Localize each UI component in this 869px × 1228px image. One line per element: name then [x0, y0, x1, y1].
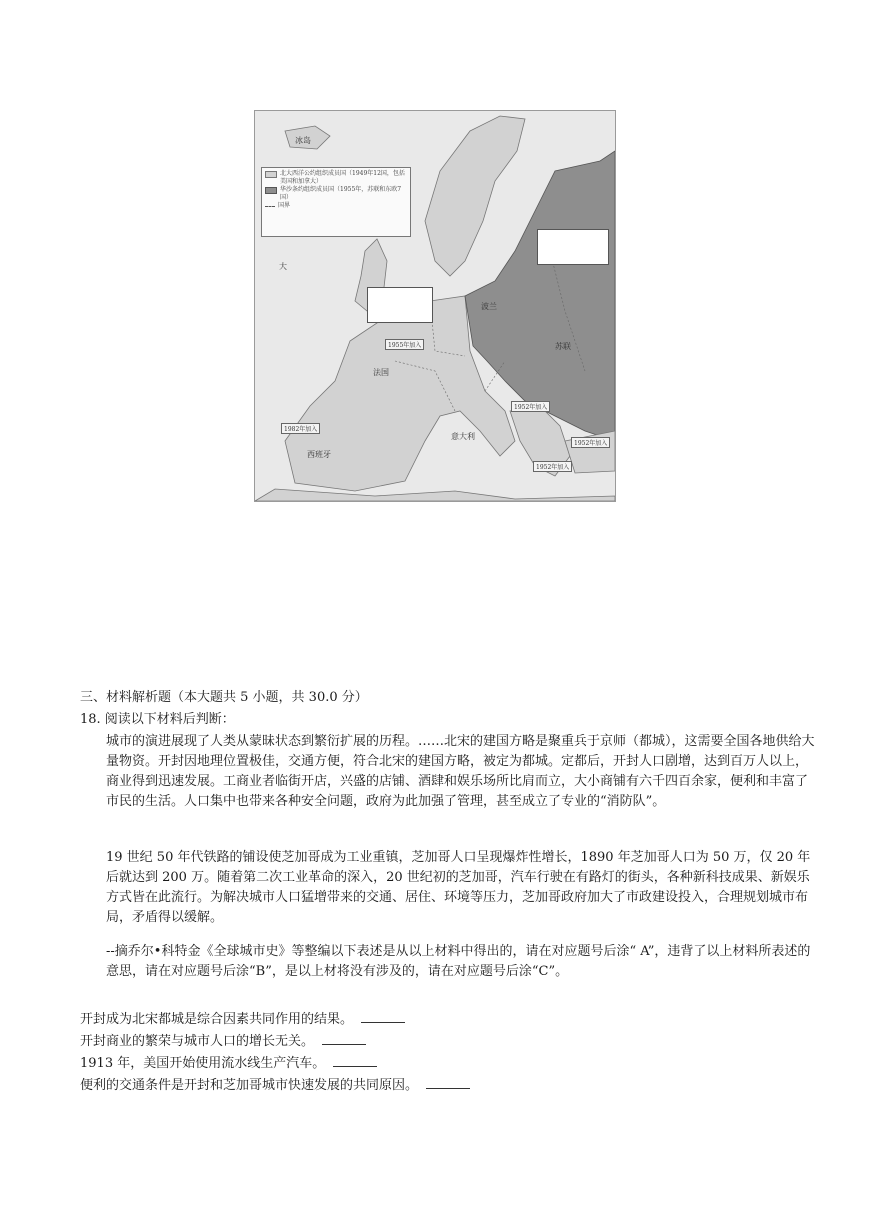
- answer-blank-4[interactable]: [426, 1076, 470, 1089]
- legend-warsaw: [265, 186, 407, 202]
- material-paragraph-2: 19 世纪 50 年代铁路的铺设使芝加哥成为工业重镇，芝加哥人口呈现爆炸性增长，1890 年芝加哥人口为 50 万，仅 20 年后就达到 200 万。随着第二次工业革命的深入，20 世纪初的芝加哥，汽车行驶在有路灯的街头，各种新科技成果、新娱乐方式皆在此流行。为解决城市人口猛增带来的交通、居住、环境等压力，芝加哥政府加大了市政建设投入，合理规划城市布局，矛盾得以缓解。: [106, 850, 811, 925]
- join-label-5: 1952年加入: [533, 461, 572, 472]
- statement-2-text: 开封商业的繁荣与城市人口的增长无关。: [80, 1034, 315, 1049]
- map-legend: [261, 167, 411, 237]
- question-title: 18. 阅读以下材料后判断：: [80, 712, 235, 727]
- legend-border: [265, 202, 407, 210]
- country-poland: 波兰: [481, 302, 497, 311]
- material-paragraph-1: 城市的演进展现了人类从蒙昧状态到繁衍扩展的历程。……北宋的建国方略是聚重兵于京师（都城），这需要全国各地供给大量物资。开封因地理位置极佳，交通方便，符合北宋的建国方略，被定为都城。定都后，开封人口剧增，达到百万人以上，商业得到迅速发展。工商业者临街开店，兴盛的店铺、酒肆和娱乐场所比肩而立，大小商铺有六千四百余家，便利和丰富了市民的生活。人口集中也带来各种安全问题，政府为此加强了管理，甚至成立了专业的“消防队”。: [106, 734, 815, 809]
- statement-1: [80, 1010, 820, 1030]
- warsaw-swatch: [265, 187, 277, 194]
- land-north-africa: [255, 489, 615, 501]
- land-scandinavia: [425, 116, 525, 276]
- answer-blank-1[interactable]: [361, 1010, 405, 1023]
- country-france: 法国: [373, 368, 389, 377]
- instruction-paragraph: --摘乔尔•科特金《全球城市史》等整编以下表述是从以上材料中得出的，请在对应题号后涂“ A”，违背了以上材料所表述的意思，请在对应题号后涂“B”，是以上材将没有涉及的，请在对应题号后涂“C”。: [106, 944, 811, 979]
- join-label-1: 1955年加入: [385, 339, 424, 350]
- country-spain: 西班牙: [307, 450, 331, 459]
- legend-nato: [265, 170, 407, 186]
- join-label-4: 1952年加入: [571, 437, 610, 448]
- statement-4-text: 便利的交通条件是开封和芝加哥城市快速发展的共同原因。: [80, 1078, 419, 1093]
- join-label-3: 1952年加入: [511, 401, 550, 412]
- blank-callout-2: [367, 287, 433, 323]
- country-ussr: 苏联: [555, 342, 571, 351]
- legend-border-text: 国界: [278, 202, 291, 209]
- statement-2: [80, 1032, 820, 1052]
- legend-warsaw-text: 华沙条约组织成员国（1955年，苏联和东欧7国）: [280, 186, 402, 201]
- country-da: 大: [279, 262, 287, 271]
- europe-map: [254, 110, 616, 502]
- country-italy: 意大利: [451, 432, 475, 441]
- nato-swatch: [265, 171, 277, 178]
- statement-3-text: 1913 年，美国开始使用流水线生产汽车。: [80, 1056, 326, 1071]
- section-header: 三、材料解析题（本大题共 5 小题，共 30.0 分）: [80, 690, 368, 705]
- country-iceland: 冰岛: [295, 136, 311, 145]
- blank-callout-1: [537, 229, 609, 265]
- legend-nato-text: 北大西洋公约组织成员国（1949年12国，包括美国和加拿大）: [280, 170, 405, 185]
- answer-blank-2[interactable]: [322, 1032, 366, 1045]
- join-label-2: 1982年加入: [281, 423, 320, 434]
- border-swatch: [265, 203, 275, 207]
- statement-3: [80, 1054, 820, 1074]
- answer-blank-3[interactable]: [333, 1054, 377, 1067]
- statement-1-text: 开封成为北宋都城是综合因素共同作用的结果。: [80, 1012, 354, 1027]
- statement-4: [80, 1076, 820, 1096]
